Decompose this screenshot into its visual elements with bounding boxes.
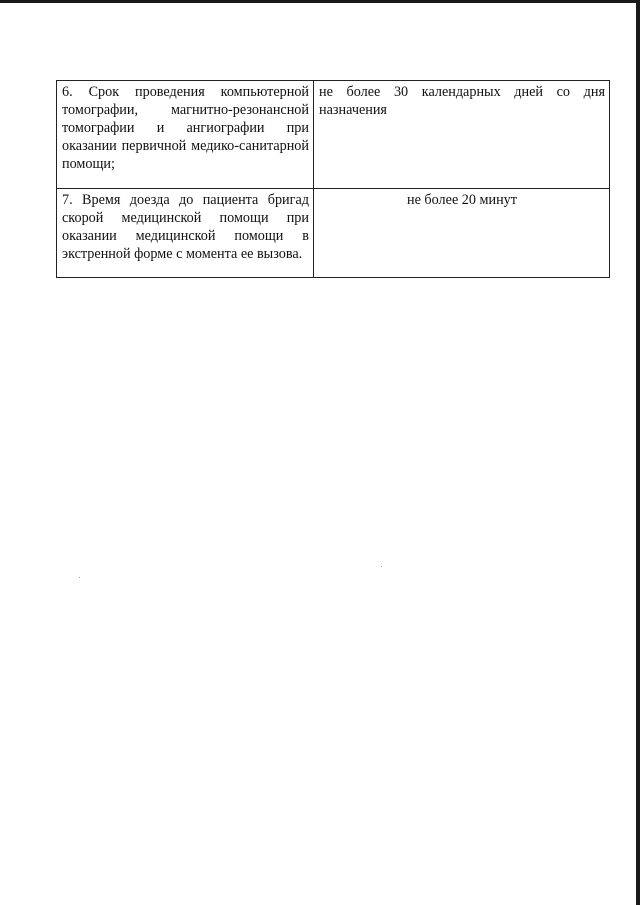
criterion-cell: 7. Время доезда до пациента бригад скорой медицинской помощи при оказании медицинской помощи в экстренной форме с момента ее вызова. bbox=[57, 189, 314, 278]
criteria-table bbox=[56, 80, 610, 278]
table-row bbox=[57, 189, 610, 278]
scan-speck bbox=[381, 566, 382, 567]
scan-speck bbox=[79, 577, 80, 578]
scan-border-top bbox=[0, 0, 640, 3]
value-cell: не более 30 календарных дней со дня назначения bbox=[314, 81, 610, 189]
value-cell: не более 20 минут bbox=[314, 189, 610, 278]
table-row bbox=[57, 81, 610, 189]
scan-border-right bbox=[636, 0, 640, 905]
criterion-cell: 6. Срок проведения компьютерной томографии, магнитно-резонансной томографии и ангиографии при оказании первичной медико-санитарной помощи; bbox=[57, 81, 314, 189]
